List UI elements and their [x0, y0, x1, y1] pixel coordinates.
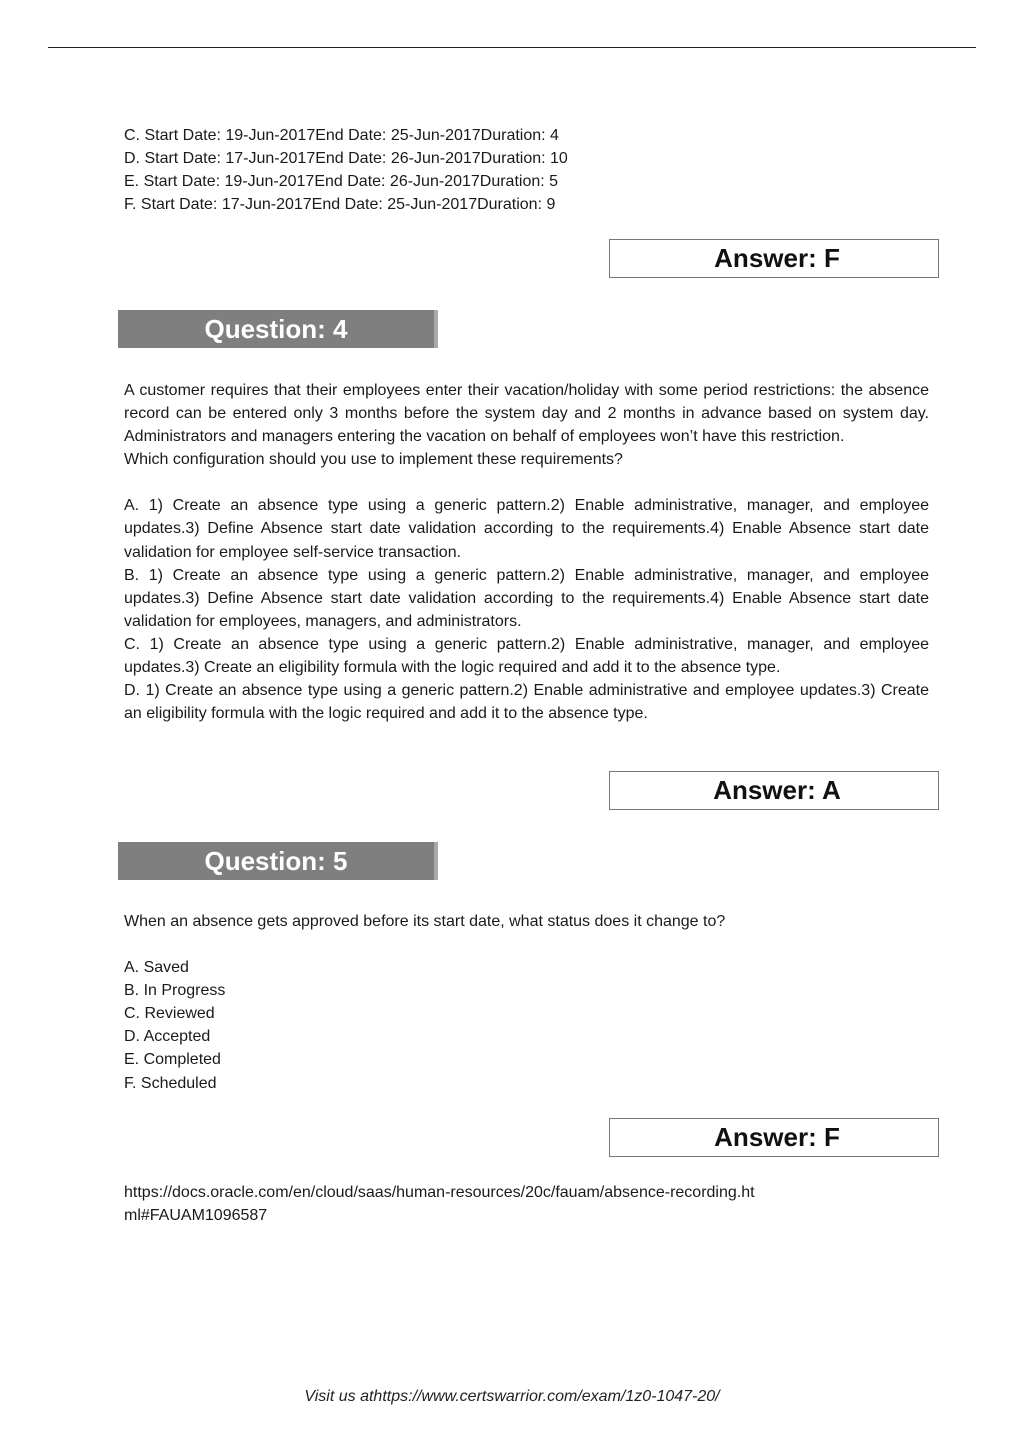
q5-answer-box: [609, 1118, 939, 1157]
list-item: C. Start Date: 19-Jun-2017End Date: 25-Jun-2017Duration: 4: [124, 127, 559, 144]
list-item: C. 1) Create an absence type using a generic pattern.2) Enable administrative, manager, and employee updates.3) Create an eligibility formula with the logic required and add it to the absence type.: [124, 635, 929, 677]
top-rule: [48, 47, 976, 48]
q4-question: Which configuration should you use to implement these requirements?: [124, 451, 623, 469]
footer-visit-link[interactable]: Visit us athttps://www.certswarrior.com/exam/1z0-1047-20/: [304, 1388, 720, 1405]
list-item: A. Saved: [124, 959, 189, 977]
list-item: F. Scheduled: [124, 1074, 217, 1092]
list-item: A. 1) Create an absence type using a generic pattern.2) Enable administrative, manager, and employee updates.3) Define Absence start date validation according to the requirements.4) Enable Absence start date validation for employee self-service transaction.: [124, 497, 929, 561]
list-item: D. 1) Create an absence type using a generic pattern.2) Enable administrative and employee updates.3) Create an eligibility formula with the logic required and add it to the absence type.: [124, 682, 929, 723]
list-item: E. Start Date: 19-Jun-2017End Date: 26-Jun-2017Duration: 5: [124, 173, 559, 191]
q4-answer-label: Answer: A: [713, 775, 841, 805]
list-item: B. In Progress: [124, 982, 226, 1000]
list-item: C. Reviewed: [124, 1005, 215, 1023]
q4-stem: A customer requires that their employees enter their vacation/holiday with some period restrictions: the absence record can be entered only 3 months before the system day and 2 months in advance based on system day. Administrators and managers entering the vacation on behalf of employees won’t have this restriction.: [124, 382, 929, 446]
q5-body: [124, 910, 929, 1095]
q4-answer-box: [609, 771, 939, 810]
q3-answer-label: Answer: F: [714, 243, 840, 273]
list-item: D. Start Date: 17-Jun-2017End Date: 26-Jun-2017Duration: 10: [124, 150, 568, 168]
q3-answer-box: [609, 239, 939, 278]
list-item: D. Accepted: [124, 1028, 211, 1046]
list-item: F. Start Date: 17-Jun-2017End Date: 25-Jun-2017Duration: 9: [124, 196, 556, 214]
reference-link[interactable]: https://docs.oracle.com/en/cloud/saas/human-resources/20c/fauam/absence-recording.html#FAUAM1096587: [124, 1184, 755, 1225]
q4-body: [124, 379, 929, 725]
q3-options: [124, 124, 929, 216]
list-item: B. 1) Create an absence type using a generic pattern.2) Enable administrative, manager, and employee updates.3) Define Absence start date validation according to the requirements.4) Enable Absence start date validation for employees, managers, and administrators.: [124, 566, 929, 630]
q4-header: Question: 4: [118, 310, 438, 348]
q5-header: Question: 5: [118, 842, 438, 880]
q5-question: When an absence gets approved before its start date, what status does it change to?: [124, 913, 726, 930]
list-item: E. Completed: [124, 1051, 221, 1069]
q5-answer-label: Answer: F: [714, 1122, 840, 1152]
